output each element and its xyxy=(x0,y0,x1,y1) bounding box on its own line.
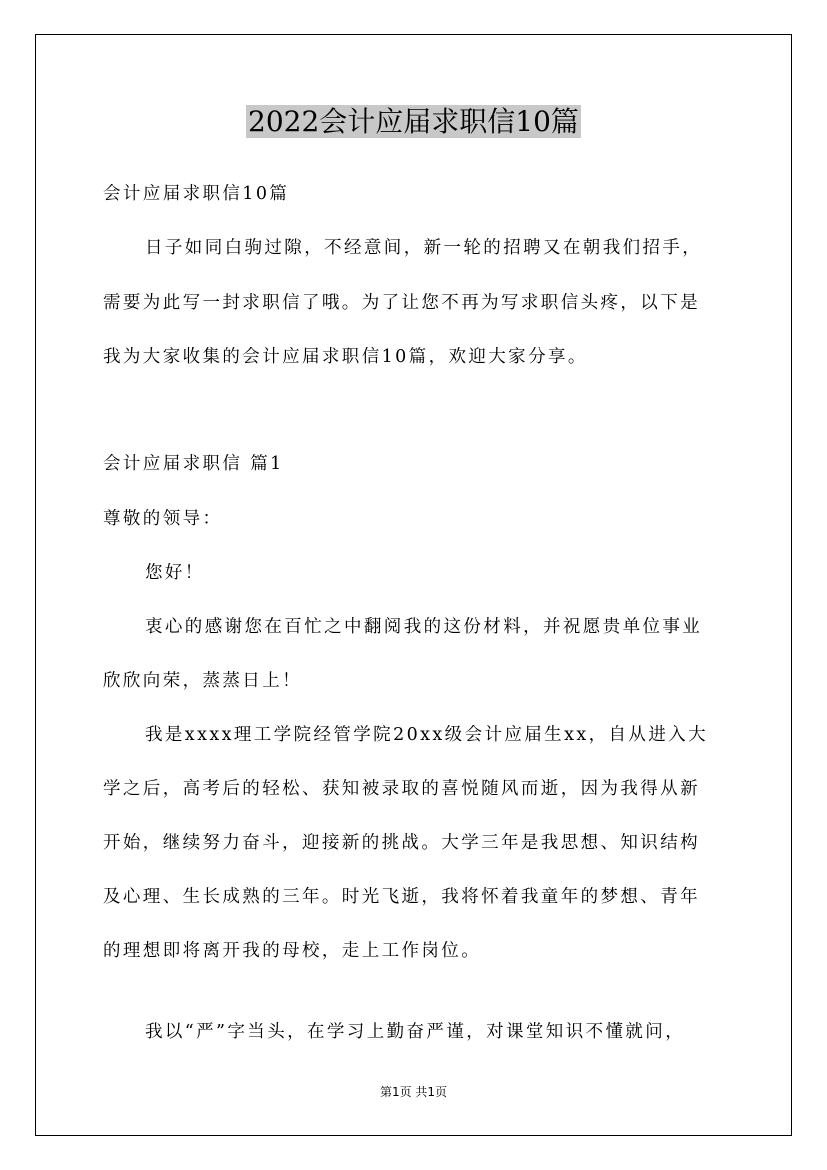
body-line-6: 及心理、生长成熟的三年。时光飞逝，我将怀着我童年的梦想、青年 xyxy=(103,887,700,907)
document-subtitle: 会计应届求职信10篇 xyxy=(103,184,290,204)
greeting: 您好！ xyxy=(145,563,205,583)
body-line-3: 我是xxxx理工学院经管学院20xx级会计应届生xx，自从进入大 xyxy=(145,725,709,745)
salutation: 尊敬的领导： xyxy=(103,509,223,529)
body-line-5: 开始，继续努力奋斗，迎接新的挑战。大学三年是我思想、知识结构 xyxy=(103,833,700,853)
page-footer: 第1页 共1页 xyxy=(379,1085,448,1099)
body-line-8: 我以“严”字当头，在学习上勤奋严谨，对课堂知识不懂就问， xyxy=(145,1022,686,1042)
document-title-text: 2022会计应届求职信10篇 xyxy=(248,105,579,138)
intro-line-3: 我为大家收集的会计应届求职信10篇，欢迎大家分享。 xyxy=(103,347,588,367)
body-line-1: 衷心的感谢您在百忙之中翻阅我的这份材料，并祝愿贵单位事业 xyxy=(145,617,703,637)
section-heading: 会计应届求职信 篇1 xyxy=(103,454,284,474)
intro-line-2: 需要为此写一封求职信了哦。为了让您不再为写求职信头疼，以下是 xyxy=(103,293,700,313)
document-title xyxy=(0,100,827,144)
intro-line-1: 日子如同白驹过隙，不经意间，新一轮的招聘又在朝我们招手， xyxy=(145,238,703,258)
body-line-7: 的理想即将离开我的母校，走上工作岗位。 xyxy=(103,941,482,961)
body-line-4: 学之后，高考后的轻松、获知被录取的喜悦随风而逝，因为我得从新 xyxy=(103,779,700,799)
body-line-2: 欣欣向荣，蒸蒸日上！ xyxy=(103,671,302,691)
